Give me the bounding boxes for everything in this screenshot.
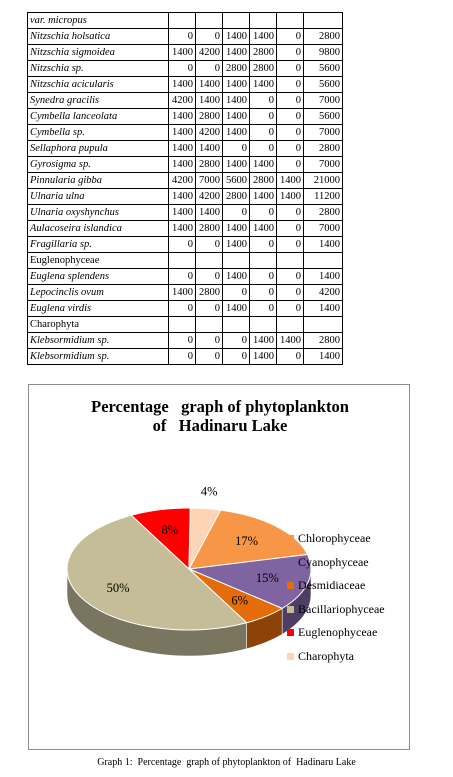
count-cell: 1400 xyxy=(169,285,196,301)
count-cell: 0 xyxy=(277,349,304,365)
count-cell: 1400 xyxy=(277,333,304,349)
count-cell: 0 xyxy=(277,301,304,317)
count-cell: 0 xyxy=(169,61,196,77)
table-row xyxy=(28,237,343,253)
count-cell: 1400 xyxy=(223,157,250,173)
count-cell xyxy=(223,253,250,269)
total-cell: 4200 xyxy=(304,285,343,301)
count-cell: 0 xyxy=(250,285,277,301)
table-row xyxy=(28,189,343,205)
count-cell: 4200 xyxy=(169,173,196,189)
total-cell: 2800 xyxy=(304,29,343,45)
count-cell: 0 xyxy=(277,221,304,237)
count-cell: 2800 xyxy=(223,189,250,205)
count-cell: 1400 xyxy=(223,269,250,285)
count-cell: 0 xyxy=(196,29,223,45)
count-cell: 2800 xyxy=(196,109,223,125)
count-cell: 0 xyxy=(277,125,304,141)
count-cell: 5600 xyxy=(223,173,250,189)
total-cell xyxy=(304,253,343,269)
total-cell: 5600 xyxy=(304,77,343,93)
count-cell: 4200 xyxy=(169,93,196,109)
legend-label: Chlorophyceae xyxy=(298,531,371,546)
pie-data-label: 6% xyxy=(231,593,249,608)
legend-item xyxy=(287,598,385,622)
figure-caption: Graph 1: Percentage graph of phytoplankton of Hadinaru Lake xyxy=(97,757,356,768)
count-cell: 0 xyxy=(169,301,196,317)
species-name-cell: Nitzschia holsatica xyxy=(28,29,169,45)
table-group-row xyxy=(28,253,343,269)
count-cell: 1400 xyxy=(250,29,277,45)
count-cell xyxy=(250,253,277,269)
count-cell: 0 xyxy=(169,349,196,365)
count-cell: 1400 xyxy=(223,109,250,125)
total-cell: 1400 xyxy=(304,237,343,253)
total-cell: 5600 xyxy=(304,61,343,77)
count-cell: 0 xyxy=(277,141,304,157)
count-cell: 1400 xyxy=(223,45,250,61)
total-cell xyxy=(304,317,343,333)
pie-data-label: 8% xyxy=(161,522,179,537)
species-name-cell: Ulnaria ulna xyxy=(28,189,169,205)
count-cell: 1400 xyxy=(223,77,250,93)
table-row xyxy=(28,93,343,109)
count-cell: 0 xyxy=(250,269,277,285)
total-cell: 2800 xyxy=(304,205,343,221)
count-cell: 1400 xyxy=(169,157,196,173)
count-cell: 0 xyxy=(223,349,250,365)
count-cell: 0 xyxy=(277,157,304,173)
count-cell: 1400 xyxy=(250,349,277,365)
legend-label: Desmidiaceae xyxy=(298,578,366,593)
legend-label: Bacillariophyceae xyxy=(298,601,385,616)
count-cell: 4200 xyxy=(196,45,223,61)
count-cell: 1400 xyxy=(169,77,196,93)
total-cell: 2800 xyxy=(304,141,343,157)
count-cell: 1400 xyxy=(169,221,196,237)
count-cell: 1400 xyxy=(169,141,196,157)
count-cell: 0 xyxy=(196,333,223,349)
count-cell: 1400 xyxy=(250,221,277,237)
count-cell: 0 xyxy=(196,269,223,285)
count-cell: 1400 xyxy=(196,77,223,93)
count-cell: 0 xyxy=(277,269,304,285)
count-cell xyxy=(169,13,196,29)
table-row xyxy=(28,125,343,141)
species-name-cell: Klebsormidium sp. xyxy=(28,349,169,365)
table-row xyxy=(28,301,343,317)
count-cell: 0 xyxy=(223,141,250,157)
species-name-cell: Gyrosigma sp. xyxy=(28,157,169,173)
count-cell: 0 xyxy=(223,285,250,301)
count-cell: 4200 xyxy=(196,125,223,141)
count-cell: 4200 xyxy=(196,189,223,205)
count-cell: 1400 xyxy=(223,237,250,253)
count-cell: 1400 xyxy=(250,333,277,349)
count-cell: 1400 xyxy=(250,189,277,205)
chart-title-line-2: of Hadinaru Lake xyxy=(152,416,288,435)
count-cell: 0 xyxy=(250,141,277,157)
count-cell: 0 xyxy=(250,205,277,221)
total-cell: 7000 xyxy=(304,221,343,237)
count-cell: 2800 xyxy=(250,173,277,189)
table-row xyxy=(28,173,343,189)
legend-swatch xyxy=(287,559,294,566)
table-row xyxy=(28,61,343,77)
species-name-cell: Euglena splendens xyxy=(28,269,169,285)
species-name-cell: Nitzschia acicularis xyxy=(28,77,169,93)
table-row xyxy=(28,333,343,349)
count-cell: 1400 xyxy=(223,301,250,317)
count-cell xyxy=(196,13,223,29)
legend-item xyxy=(287,527,385,551)
legend-swatch xyxy=(287,582,294,589)
pie-data-label: 15% xyxy=(255,571,279,586)
species-name-cell: Klebsormidium sp. xyxy=(28,333,169,349)
total-cell xyxy=(304,13,343,29)
species-name-cell: Aulacoseira islandica xyxy=(28,221,169,237)
count-cell: 0 xyxy=(223,205,250,221)
pie-data-label: 50% xyxy=(106,581,130,596)
legend-label: Cyanophyceae xyxy=(298,554,369,569)
table-row xyxy=(28,221,343,237)
count-cell: 0 xyxy=(277,77,304,93)
count-cell xyxy=(277,317,304,333)
species-name-cell: Cymbella sp. xyxy=(28,125,169,141)
count-cell: 0 xyxy=(169,269,196,285)
species-name-cell: Cymbella lanceolata xyxy=(28,109,169,125)
count-cell: 1400 xyxy=(169,125,196,141)
count-cell: 0 xyxy=(223,333,250,349)
species-name-cell: Nitzschia sigmoidea xyxy=(28,45,169,61)
count-cell xyxy=(250,13,277,29)
count-cell: 0 xyxy=(196,61,223,77)
count-cell: 0 xyxy=(250,301,277,317)
table-row xyxy=(28,109,343,125)
table-row xyxy=(28,45,343,61)
count-cell: 1400 xyxy=(223,29,250,45)
count-cell: 1400 xyxy=(223,93,250,109)
species-name-cell: Ulnaria oxyshynchus xyxy=(28,205,169,221)
pie-chart xyxy=(28,384,410,750)
count-cell: 2800 xyxy=(223,61,250,77)
count-cell xyxy=(223,13,250,29)
total-cell: 7000 xyxy=(304,125,343,141)
count-cell: 1400 xyxy=(169,189,196,205)
pie-data-label: 4% xyxy=(200,484,218,499)
table-row xyxy=(28,141,343,157)
legend-item xyxy=(287,574,385,598)
species-name-cell: Pinnularia gibba xyxy=(28,173,169,189)
total-cell: 2800 xyxy=(304,333,343,349)
count-cell: 0 xyxy=(196,237,223,253)
species-name-cell: Sellaphora pupula xyxy=(28,141,169,157)
group-name-cell: Euglenophyceae xyxy=(28,253,169,269)
legend-item xyxy=(287,645,385,669)
species-name-cell: Lepocinclis ovum xyxy=(28,285,169,301)
legend-item xyxy=(287,621,385,645)
count-cell: 0 xyxy=(277,61,304,77)
count-cell: 2800 xyxy=(196,221,223,237)
phytoplankton-table xyxy=(27,12,343,365)
count-cell: 0 xyxy=(250,93,277,109)
legend-swatch xyxy=(287,535,294,542)
count-cell: 2800 xyxy=(250,45,277,61)
count-cell: 1400 xyxy=(223,125,250,141)
count-cell: 0 xyxy=(250,109,277,125)
count-cell: 1400 xyxy=(277,189,304,205)
count-cell: 0 xyxy=(277,93,304,109)
count-cell: 1400 xyxy=(196,141,223,157)
table-row xyxy=(28,29,343,45)
group-name-cell: Charophyta xyxy=(28,317,169,333)
total-cell: 21000 xyxy=(304,173,343,189)
count-cell: 0 xyxy=(169,237,196,253)
total-cell: 1400 xyxy=(304,349,343,365)
count-cell: 0 xyxy=(277,29,304,45)
legend-swatch xyxy=(287,653,294,660)
total-cell: 7000 xyxy=(304,93,343,109)
table-row xyxy=(28,349,343,365)
count-cell: 1400 xyxy=(250,157,277,173)
count-cell: 1400 xyxy=(196,93,223,109)
count-cell: 0 xyxy=(196,301,223,317)
total-cell: 7000 xyxy=(304,157,343,173)
count-cell xyxy=(277,13,304,29)
legend-item xyxy=(287,551,385,575)
count-cell: 0 xyxy=(277,285,304,301)
pie-data-label: 17% xyxy=(235,533,258,548)
table-row xyxy=(28,13,343,29)
total-cell: 5600 xyxy=(304,109,343,125)
legend-swatch xyxy=(287,606,294,613)
count-cell: 0 xyxy=(277,45,304,61)
count-cell: 0 xyxy=(250,125,277,141)
table-row xyxy=(28,285,343,301)
total-cell: 9800 xyxy=(304,45,343,61)
count-cell: 0 xyxy=(277,205,304,221)
count-cell xyxy=(223,317,250,333)
chart-legend xyxy=(287,527,385,668)
species-name-cell: Fragillaria sp. xyxy=(28,237,169,253)
table-row xyxy=(28,269,343,285)
count-cell: 1400 xyxy=(169,109,196,125)
total-cell: 1400 xyxy=(304,301,343,317)
count-cell: 0 xyxy=(277,237,304,253)
count-cell xyxy=(196,253,223,269)
legend-label: Charophyta xyxy=(298,648,354,663)
species-name-cell: Synedra gracilis xyxy=(28,93,169,109)
table-row xyxy=(28,157,343,173)
count-cell xyxy=(250,317,277,333)
count-cell: 1400 xyxy=(250,77,277,93)
species-name-cell: var. micropus xyxy=(28,13,169,29)
count-cell: 1400 xyxy=(169,205,196,221)
total-cell: 1400 xyxy=(304,269,343,285)
count-cell: 2800 xyxy=(250,61,277,77)
legend-label: Euglenophyceae xyxy=(298,625,378,640)
count-cell: 2800 xyxy=(196,157,223,173)
species-name-cell: Euglena virdis xyxy=(28,301,169,317)
table-row xyxy=(28,205,343,221)
count-cell: 1400 xyxy=(277,173,304,189)
count-cell xyxy=(169,253,196,269)
count-cell: 0 xyxy=(169,29,196,45)
total-cell: 11200 xyxy=(304,189,343,205)
count-cell xyxy=(169,317,196,333)
count-cell: 1400 xyxy=(196,205,223,221)
count-cell xyxy=(196,317,223,333)
table-group-row xyxy=(28,317,343,333)
count-cell xyxy=(277,253,304,269)
chart-title-line-1: Percentage graph of phytoplankton xyxy=(91,397,349,416)
species-name-cell: Nitzschia sp. xyxy=(28,61,169,77)
table-row xyxy=(28,77,343,93)
count-cell: 0 xyxy=(169,333,196,349)
legend-swatch xyxy=(287,629,294,636)
count-cell: 7000 xyxy=(196,173,223,189)
count-cell: 1400 xyxy=(223,221,250,237)
count-cell: 1400 xyxy=(169,45,196,61)
count-cell: 0 xyxy=(196,349,223,365)
count-cell: 0 xyxy=(277,109,304,125)
count-cell: 2800 xyxy=(196,285,223,301)
count-cell: 0 xyxy=(250,237,277,253)
